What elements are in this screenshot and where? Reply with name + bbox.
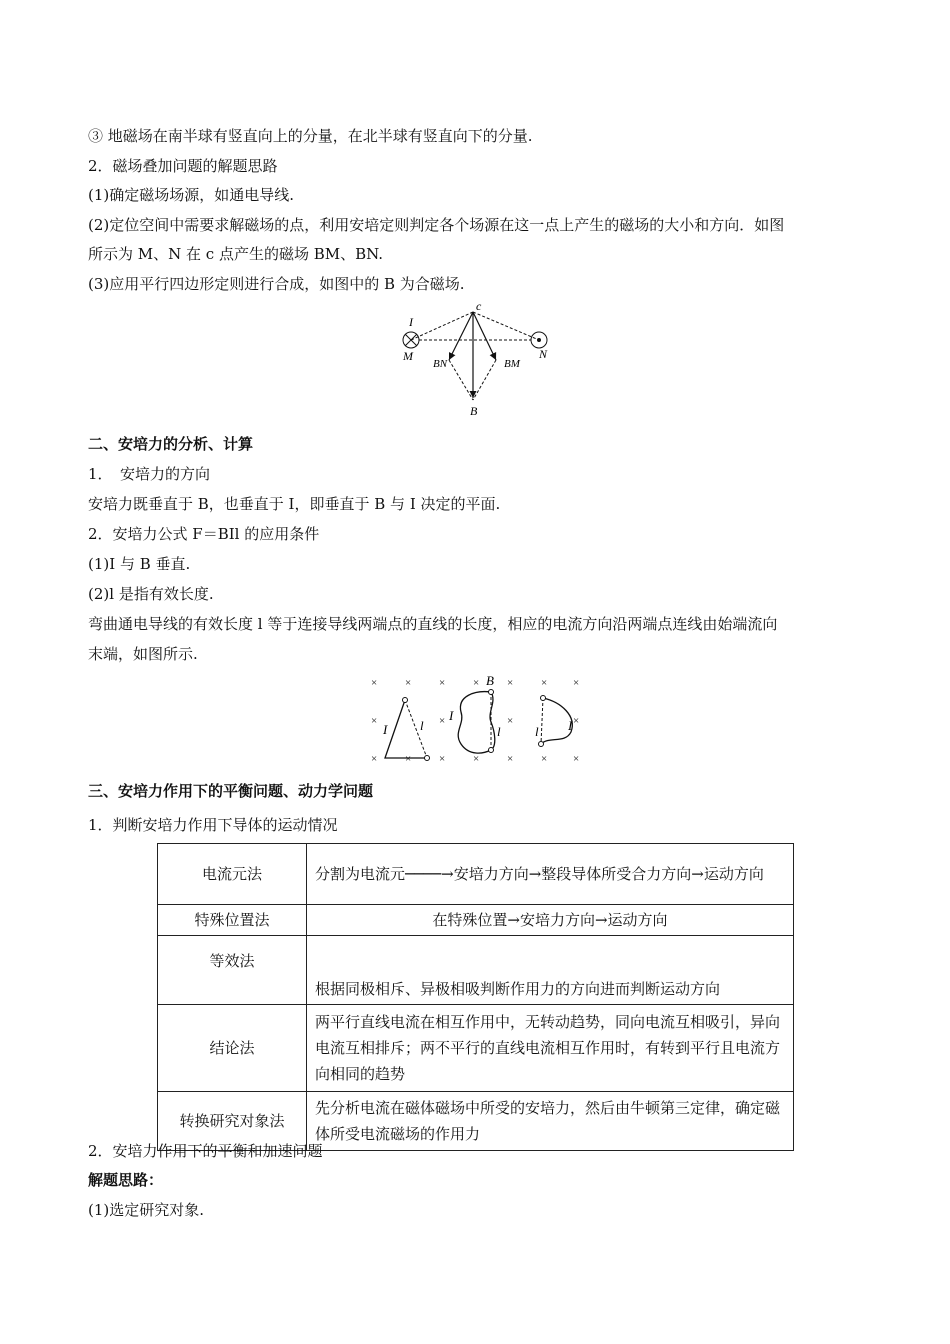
table-row — [158, 905, 794, 936]
label-b: B — [486, 673, 494, 688]
cross-mark: × — [541, 753, 548, 765]
method-desc: 先分析电流在磁体磁场中所受的安培力，然后由牛顿第三定律，确定磁体所受电流磁场的作用力 — [307, 1092, 794, 1151]
step-3: (3)应用平行四边形定则进行合成，如图中的 B 为合磁场. — [88, 275, 465, 293]
method-name: 特殊位置法 — [158, 905, 307, 936]
effective-length-line-2: 末端，如图所示. — [88, 645, 198, 663]
force-direction-heading: 1． 安培力的方向 — [88, 465, 211, 483]
formula-heading: 2．安培力公式 F＝BIl 的应用条件 — [88, 525, 320, 543]
condition-1: (1)I 与 B 垂直. — [88, 555, 191, 573]
label-bn: BN — [433, 358, 448, 370]
cross-mark: × — [439, 753, 446, 765]
cross-mark: × — [405, 753, 412, 765]
step-2-line-2: 所示为 M、N 在 c 点产生的磁场 BM、BN. — [88, 245, 384, 263]
superposition-heading: 2．磁场叠加问题的解题思路 — [88, 157, 278, 175]
cross-mark: × — [541, 677, 548, 689]
cross-mark: × — [573, 715, 580, 727]
method-desc: 根据同极相斥、异极相吸判断作用力的方向进而判断运动方向 — [307, 936, 794, 1005]
cross-mark: × — [405, 677, 412, 689]
force-direction-text: 安培力既垂直于 B，也垂直于 I，即垂直于 B 与 I 决定的平面. — [88, 495, 501, 513]
motion-heading: 1．判断安培力作用下导体的运动情况 — [88, 816, 338, 834]
condition-2: (2)l 是指有效长度. — [88, 585, 214, 603]
label-bm: BM — [504, 358, 520, 370]
step-2-line-1: (2)定位空间中需要求解磁场的点，利用安培定则判定各个场源在这一点上产生的磁场的大小和方向．如图 — [88, 216, 785, 234]
method-name: 等效法 — [158, 936, 307, 1005]
label-i: I — [409, 315, 413, 329]
label-l: l — [497, 724, 501, 739]
solution-step-1: (1)选定研究对象. — [88, 1201, 205, 1219]
table-row — [158, 844, 794, 905]
label-b: B — [470, 404, 478, 418]
label-i: I — [383, 722, 388, 737]
method-table — [157, 843, 794, 1151]
cross-mark: × — [439, 715, 446, 727]
earth-field-note: ③ 地磁场在南半球有竖直向上的分量，在北半球有竖直向下的分量. — [88, 127, 533, 145]
effective-length-figure — [365, 672, 587, 768]
cross-mark: × — [473, 677, 480, 689]
method-name: 电流元法 — [158, 844, 307, 905]
label-c: c — [476, 299, 482, 313]
label-n: N — [539, 347, 548, 361]
section-3-title: 三、安培力作用下的平衡问题、动力学问题 — [88, 782, 374, 800]
method-desc: 在特殊位置→安培力方向→运动方向 — [307, 905, 794, 936]
cross-mark: × — [473, 753, 480, 765]
superposition-figure — [395, 298, 565, 420]
step-1: (1)确定磁场场源，如通电导线. — [88, 186, 295, 204]
cross-mark: × — [371, 753, 378, 765]
table-row — [158, 936, 794, 1005]
method-desc: 两平行直线电流在相互作用中，无转动趋势，同向电流互相吸引，异向电流互相排斥；两不平行的直线电流相互作用时，有转到平行且电流方向相同的趋势 — [307, 1005, 794, 1092]
table-row — [158, 1005, 794, 1092]
cross-mark: × — [573, 677, 580, 689]
method-name: 转换研究对象法 — [158, 1092, 307, 1151]
solution-label: 解题思路： — [88, 1171, 164, 1189]
equilibrium-heading: 2．安培力作用下的平衡和加速问题 — [88, 1142, 323, 1160]
label-i: I — [449, 708, 454, 723]
cross-mark: × — [439, 677, 446, 689]
cross-mark: × — [507, 715, 514, 727]
section-2-title: 二、安培力的分析、计算 — [88, 435, 254, 453]
cross-mark: × — [371, 715, 378, 727]
label-l: l — [535, 724, 539, 739]
label-l: l — [420, 718, 424, 733]
cross-mark: × — [507, 753, 514, 765]
label-i: I — [568, 718, 573, 733]
method-desc: 分割为电流元────→安培力方向→整段导体所受合力方向→运动方向 — [307, 844, 794, 905]
cross-mark: × — [371, 677, 378, 689]
effective-length-line-1: 弯曲通电导线的有效长度 l 等于连接导线两端点的直线的长度，相应的电流方向沿两端点连线由始端流向 — [88, 615, 778, 633]
cross-mark: × — [573, 753, 580, 765]
label-m: M — [403, 349, 413, 363]
method-name: 结论法 — [158, 1005, 307, 1092]
cross-mark: × — [507, 677, 514, 689]
